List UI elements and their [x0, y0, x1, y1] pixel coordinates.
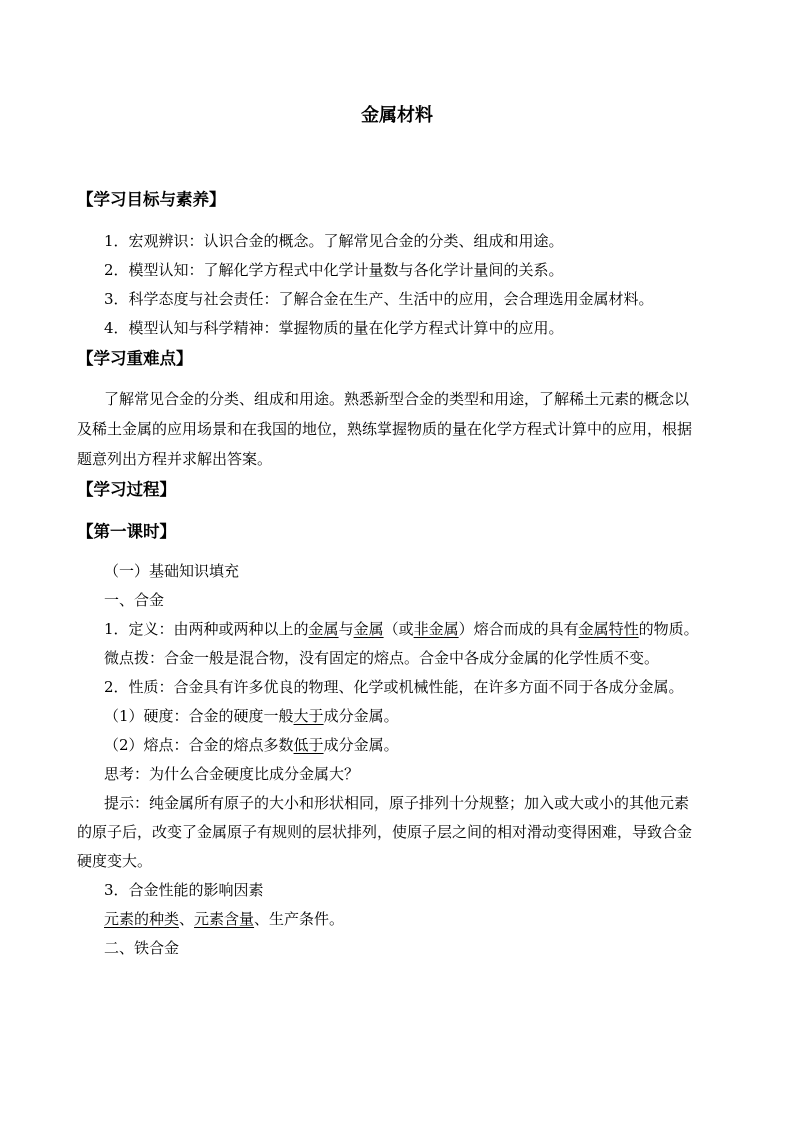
definition-text: 1．定义：由两种或两种以上的 [104, 620, 309, 638]
goal-item: 4．模型认知与科学精神：掌握物质的量在化学方程式计算中的应用。 [104, 319, 564, 337]
definition-blank: 金属 [308, 620, 339, 638]
factors-text: 、生产条件。 [254, 910, 345, 928]
hardness-line [104, 706, 399, 726]
factors-line [104, 909, 344, 929]
hardness-blank: 大于 [293, 707, 324, 725]
factors-text: 、 [179, 910, 195, 928]
definition-text: 的物质。 [638, 620, 699, 638]
paragraph-line: 题意列出方程并求解出答案。 [77, 450, 273, 468]
definition-blank: 非金属 [413, 620, 459, 638]
tip-line: 微点拨：合金一般是混合物，没有固定的熔点。合金中各成分金属的化学性质不变。 [104, 649, 660, 667]
alloy-heading: 一、合金 [104, 591, 165, 609]
definition-text: ）熔合而成的具有 [458, 620, 579, 638]
melting-text: （2）熔点：合金的熔点多数 [104, 736, 294, 754]
goal-item: 3．科学态度与社会责任：了解合金在生产、生活中的应用，会合理选用金属材料。 [104, 290, 654, 308]
question-line: 思考：为什么合金硬度比成分金属大？ [104, 765, 360, 783]
goal-item: 1．宏观辨识：认识合金的概念。了解常见合金的分类、组成和用途。 [104, 232, 564, 250]
hardness-text: （1）硬度：合金的硬度一般 [104, 707, 294, 725]
section-heading-lesson-one: 【第一课时】 [77, 522, 176, 541]
melting-point-line [104, 735, 399, 755]
subsection-title: （一）基础知识填充 [104, 562, 240, 580]
melting-text: 成分金属。 [323, 736, 399, 754]
paragraph-line: 及稀土金属的应用场景和在我国的地位，熟练掌握物质的量在化学方程式计算中的应用，根据 [77, 420, 693, 438]
definition-blank: 金属 [353, 620, 384, 638]
factors-blank: 元素含量 [194, 910, 255, 928]
hint-line: 硬度变大。 [77, 852, 153, 870]
section-heading-process: 【学习过程】 [77, 480, 176, 499]
goal-item: 2．模型认知：了解化学方程式中化学计量数与各化学计量间的关系。 [104, 261, 564, 279]
section-heading-goals: 【学习目标与素养】 [77, 190, 226, 209]
factors-blank: 元素的种类 [104, 910, 180, 928]
melting-blank: 低于 [293, 736, 324, 754]
property-line: 2．性质：合金具有许多优良的物理、化学或机械性能，在许多方面不同于各成分金属。 [104, 678, 684, 696]
definition-blank: 金属特性 [578, 620, 639, 638]
definition-line [104, 619, 699, 639]
iron-alloy-heading: 二、铁合金 [104, 939, 180, 957]
definition-text: 与 [338, 620, 354, 638]
hint-line: 提示：纯金属所有原子的大小和形状相同，原子排列十分规整；加入或大或小的其他元素 [104, 794, 690, 812]
page-title: 金属材料 [361, 105, 433, 126]
section-heading-key-points: 【学习重难点】 [77, 349, 193, 368]
hint-line: 的原子后，改变了金属原子有规则的层状排列，使原子层之间的相对滑动变得困难，导致合金 [77, 823, 693, 841]
paragraph-line: 了解常见合金的分类、组成和用途。熟悉新型合金的类型和用途，了解稀土元素的概念以 [104, 390, 690, 408]
definition-text: （或 [383, 620, 414, 638]
hardness-text: 成分金属。 [323, 707, 399, 725]
factors-heading: 3．合金性能的影响因素 [104, 881, 264, 899]
